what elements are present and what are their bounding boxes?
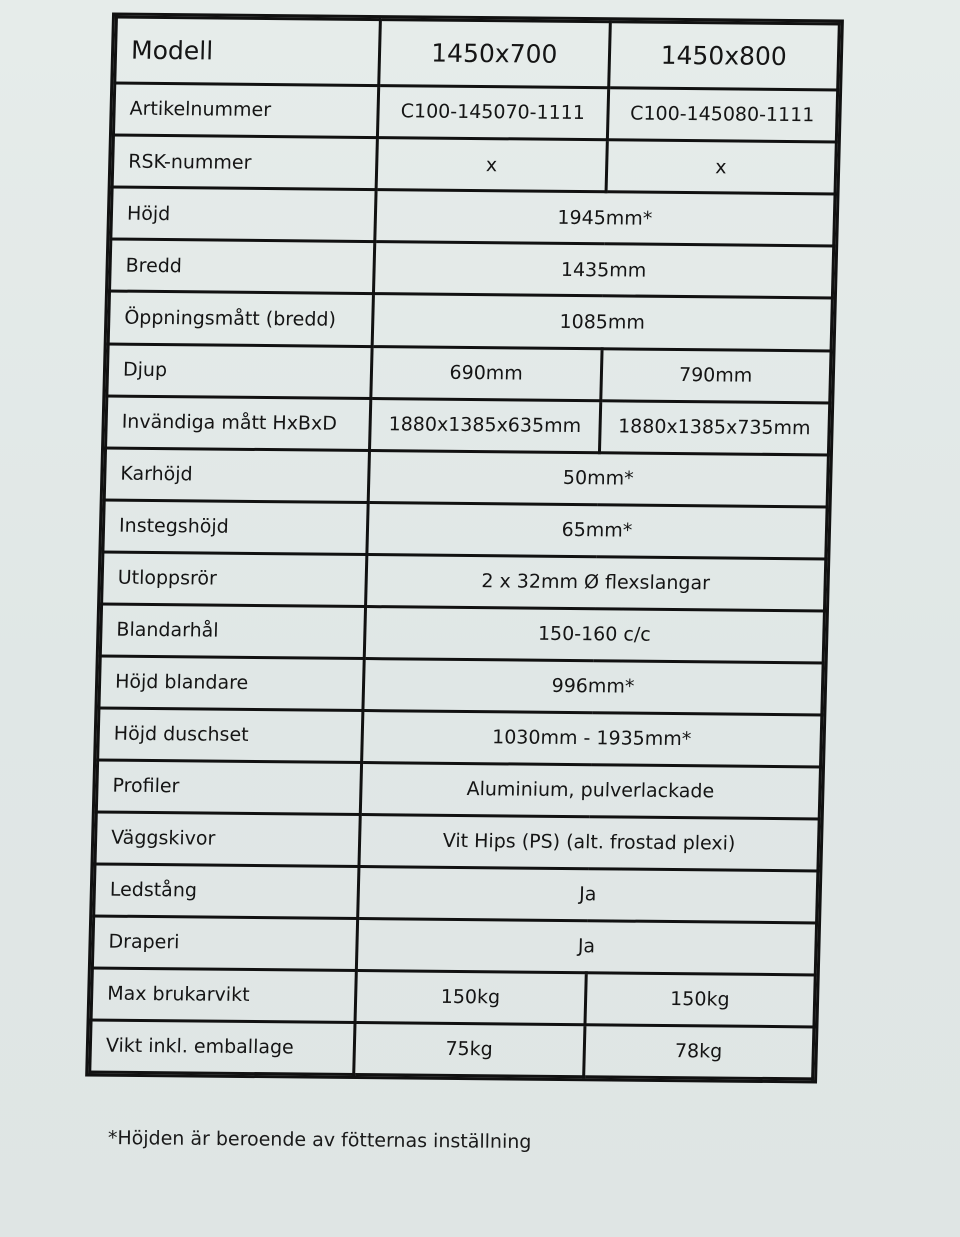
row-karhojd (104, 448, 828, 507)
row-label: Karhöjd (104, 448, 369, 503)
row-ledstang (94, 864, 818, 923)
cell-shared: 1945mm* (375, 190, 835, 246)
cell-model-2: 78kg (583, 1024, 814, 1078)
row-label: Bredd (110, 239, 375, 294)
cell-model-1: C100-145070-1111 (377, 86, 608, 140)
row-label: Invändiga mått HxBxD (106, 396, 371, 451)
row-utloppsror (102, 552, 826, 611)
cell-model-1: 75kg (354, 1022, 585, 1076)
row-djup (107, 344, 831, 403)
row-label: Instegshöjd (103, 500, 368, 555)
cell-shared: 1435mm (373, 242, 833, 298)
row-label: Blandarhål (100, 604, 365, 659)
cell-shared: Ja (356, 918, 816, 974)
spec-table (85, 12, 844, 1083)
cell-model-1: x (376, 138, 607, 192)
row-blandarhal (100, 604, 824, 663)
cell-shared: Vit Hips (PS) (alt. frostad plexi) (359, 814, 819, 870)
row-label: Profiler (96, 760, 361, 815)
row-label: Vikt inkl. emballage (90, 1020, 355, 1075)
header-model-1450x700: 1450x700 (379, 20, 610, 89)
cell-shared: 65mm* (367, 502, 827, 558)
row-label: Ledstång (94, 864, 359, 919)
row-oppningsmatt (108, 292, 832, 351)
row-label: Höjd (111, 187, 376, 242)
row-label: Höjd blandare (99, 656, 364, 711)
cell-model-2: 1880x1385x735mm (599, 400, 830, 454)
cell-shared: Aluminium, pulverlackade (360, 762, 820, 818)
cell-shared: 150-160 c/c (364, 606, 824, 662)
row-hojd-duschset (98, 708, 822, 767)
row-rsk-nummer (112, 135, 836, 194)
row-instegshojd (103, 500, 827, 559)
row-hojd (111, 187, 835, 246)
header-model-1450x800: 1450x800 (608, 22, 839, 91)
footnote: *Höjden är beroende av fötternas inställning (107, 1127, 532, 1154)
row-label: Draperi (92, 916, 357, 971)
row-label: Väggskivor (95, 812, 360, 867)
cell-shared: 1085mm (372, 294, 832, 350)
cell-shared: Ja (358, 866, 818, 922)
spec-table-grid (88, 16, 841, 1081)
cell-model-1: 1880x1385x635mm (370, 398, 601, 452)
row-label: Djup (107, 344, 372, 399)
row-label: RSK-nummer (112, 135, 377, 190)
row-artikelnummer (113, 83, 837, 142)
row-label: Öppningsmått (bredd) (108, 292, 373, 347)
row-vaggskivor (95, 812, 819, 871)
cell-model-2: x (606, 140, 837, 194)
row-max-brukarvikt (91, 968, 815, 1027)
table-header-row (115, 17, 840, 90)
cell-shared: 50mm* (368, 450, 828, 506)
row-label: Utloppsrör (102, 552, 367, 607)
row-label: Höjd duschset (98, 708, 363, 763)
cell-model-1: 690mm (371, 346, 602, 400)
cell-shared: 1030mm - 1935mm* (362, 710, 822, 766)
row-hojd-blandare (99, 656, 823, 715)
row-label: Max brukarvikt (91, 968, 356, 1023)
cell-shared: 996mm* (363, 658, 823, 714)
row-invandiga-matt (106, 396, 830, 455)
cell-model-2: C100-145080-1111 (607, 88, 838, 142)
cell-model-2: 790mm (600, 348, 831, 402)
row-draperi (92, 916, 816, 975)
row-label: Artikelnummer (113, 83, 378, 138)
row-vikt-inkl-emballage (90, 1020, 814, 1079)
row-bredd (110, 239, 834, 298)
cell-model-1: 150kg (355, 970, 586, 1024)
row-profiler (96, 760, 820, 819)
cell-model-2: 150kg (584, 972, 815, 1026)
header-label: Modell (115, 17, 381, 86)
cell-shared: 2 x 32mm Ø flexslangar (366, 554, 826, 610)
